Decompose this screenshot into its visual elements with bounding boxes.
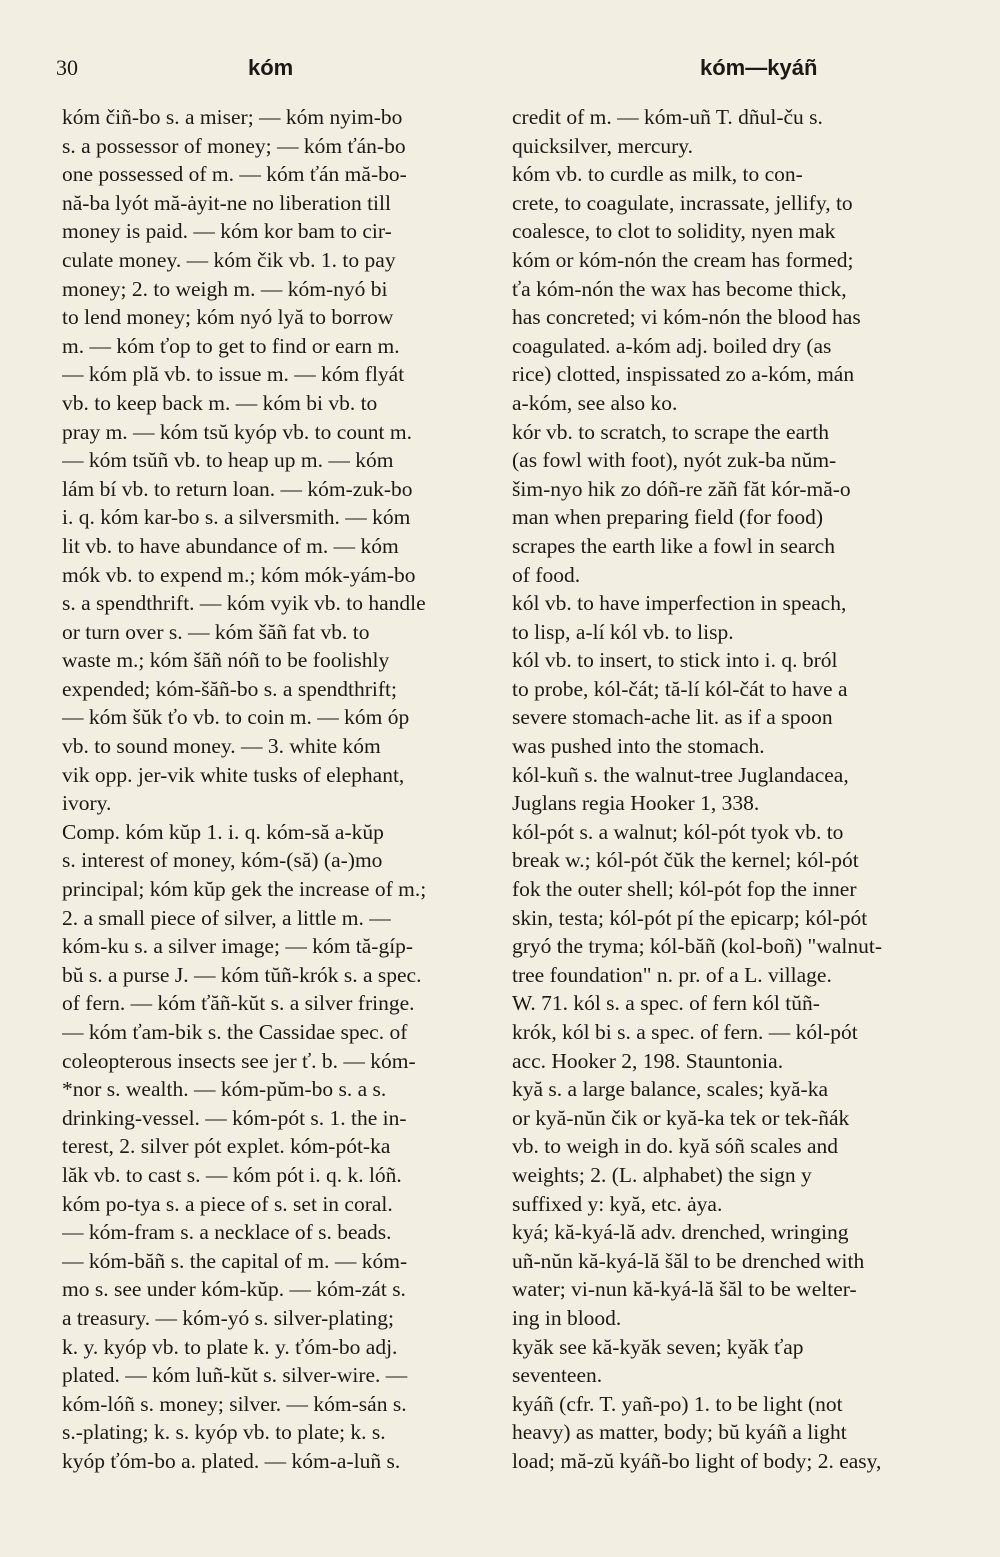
text-line: culate money. — kóm čik vb. 1. to pay (62, 247, 396, 272)
text-line: kól vb. to have imperfection in speach, (512, 591, 847, 616)
text-line: vb. to weigh in do. kyă sóñ scales and (512, 1134, 839, 1159)
text-line: scrapes the earth like a fowl in search (512, 533, 835, 558)
text-line: uñ-nŭn kă-kyá-lă šăl to be drenched with (512, 1248, 865, 1273)
text-line: kóm-lóñ s. money; silver. — kóm-sán s. (62, 1391, 407, 1416)
text-line: pray m. — kóm tsŭ kyóp vb. to count m. (62, 419, 412, 444)
text-line: break w.; kól-pót čŭk the kernel; kól-pót (512, 848, 859, 873)
text-line: W. 71. kól s. a spec. of fern kól tŭñ- (512, 991, 820, 1016)
text-line: quicksilver, mercury. (512, 133, 694, 158)
text-line: weights; 2. (L. alphabet) the sign y (512, 1162, 812, 1187)
text-line: man when preparing field (for food) (512, 505, 824, 530)
text-line: heavy) as matter, body; bŭ kyáñ a light (512, 1420, 847, 1445)
text-line: krók, kól bi s. a spec. of fern. — kól-pót (512, 1020, 858, 1044)
right-running-head: kóm—kyáñ (700, 55, 818, 80)
text-line: vb. to keep back m. — kóm bi vb. to (62, 390, 378, 415)
text-line: lám bí vb. to return loan. — kóm-zuk-bo (62, 476, 413, 501)
text-line: kyăk see kă-kyăk seven; kyăk ťap (512, 1334, 804, 1359)
text-line: Comp. kóm kŭp 1. i. q. kóm-să a-kŭp (62, 819, 384, 844)
text-line: — kóm plă vb. to issue m. — kóm flyát (62, 362, 405, 387)
text-line: of fern. — kóm ťăñ-kŭt s. a silver fringe. (62, 991, 415, 1016)
text-line: coalesce, to clot to solidity, nyen mak (512, 219, 836, 244)
text-line: mo s. see under kóm-kŭp. — kóm-zát s. (62, 1277, 406, 1302)
text-line: has concreted; vi kóm-nón the blood has (512, 305, 861, 330)
text-line: was pushed into the stomach. (512, 734, 765, 759)
text-line: plated. — kóm luñ-kŭt s. silver-wire. — (62, 1363, 408, 1388)
text-line: fok the outer shell; kól-pót fop the inner (512, 877, 857, 902)
text-line: to lend money; kóm nyó lyă to borrow (62, 305, 394, 330)
text-line: principal; kóm kŭp gek the increase of m.; (62, 877, 427, 902)
text-line: s.-plating; k. s. kyóp vb. to plate; k. s. (62, 1420, 386, 1445)
text-line: (as fowl with foot), nyót zuk-ba nŭm- (512, 448, 837, 473)
text-line: of food. (512, 562, 581, 587)
text-line: kyă s. a large balance, scales; kyă-ka (512, 1077, 828, 1102)
text-line: *nor s. wealth. — kóm-pŭm-bo s. a s. (62, 1077, 387, 1102)
text-line: k. y. kyóp vb. to plate k. y. ťóm-bo adj. (62, 1334, 398, 1359)
text-line: kór vb. to scratch, to scrape the earth (512, 419, 829, 444)
text-line: m. — kóm ťop to get to find or earn m. (62, 333, 400, 358)
text-line: — kóm šŭk ťo vb. to coin m. — kóm óp (62, 705, 410, 730)
text-line: kóm čiñ-bo s. a miser; — kóm nyim-bo (62, 105, 403, 129)
text-line: s. interest of money, kóm-(să) (a-)mo (62, 848, 383, 873)
text-line: crete, to coagulate, incrassate, jellify, to (512, 190, 853, 215)
text-line: load; mă-zŭ kyáñ-bo light of body; 2. easy, (512, 1448, 882, 1473)
text-line: šim-nyo hik zo dóñ-re zăñ făt kór-mă-o (512, 476, 851, 501)
text-line: water; vi-nun kă-kyá-lă šăl to be welter- (512, 1277, 857, 1302)
page-number: 30 (56, 55, 78, 80)
text-line: severe stomach-ache lit. as if a spoon (512, 705, 833, 730)
text-line: or kyă-nŭn čik or kyă-ka tek or tek-ñák (512, 1105, 850, 1130)
left-running-head: kóm (248, 55, 294, 80)
text-line: ťa kóm-nón the wax has become thick, (512, 276, 847, 301)
text-line: — kóm-fram s. a necklace of s. beads. (62, 1220, 392, 1245)
text-line: expended; kóm-šăñ-bo s. a spendthrift; (62, 676, 397, 701)
text-line: acc. Hooker 2, 198. Stauntonia. (512, 1048, 784, 1073)
text-line: coagulated. a-kóm adj. boiled dry (as (512, 333, 832, 358)
text-line: a-kóm, see also ko. (512, 390, 678, 415)
text-line: kól-kuñ s. the walnut-tree Juglandacea, (512, 762, 849, 787)
text-line: waste m.; kóm šăñ nóñ to be foolishly (62, 648, 390, 673)
text-line: kyóp ťóm-bo a. plated. — kóm-a-luñ s. (62, 1448, 401, 1473)
text-line: to probe, kól-čát; tă-lí kól-čát to have a (512, 676, 848, 701)
text-line: s. a possessor of money; — kóm ťán-bo (62, 133, 406, 158)
text-line: nă-ba lyót mă-ȧyit-ne no liberation till (62, 190, 391, 215)
text-line: tree foundation" n. pr. of a L. village. (512, 962, 832, 987)
text-line: terest, 2. silver pót explet. kóm-pót-ka (62, 1134, 391, 1159)
text-line: drinking-vessel. — kóm-pót s. 1. the in- (62, 1105, 407, 1130)
text-line: vb. to sound money. — 3. white kóm (62, 734, 381, 759)
text-line: seventeen. (512, 1363, 603, 1388)
text-line: vik opp. jer-vik white tusks of elephant, (62, 762, 405, 787)
text-line: — kóm ťam-bik s. the Cassidae spec. of (62, 1020, 408, 1044)
text-line: kóm-ku s. a silver image; — kóm tă-gíp- (62, 934, 414, 959)
text-line: kóm or kóm-nón the cream has formed; (512, 247, 854, 272)
text-line: kól vb. to insert, to stick into i. q. bról (512, 648, 838, 673)
text-line: one possessed of m. — kóm ťán mă-bo- (62, 162, 407, 187)
text-line: kóm vb. to curdle as milk, to con- (512, 162, 803, 187)
text-line: Juglans regia Hooker 1, 338. (512, 791, 760, 816)
text-line: bŭ s. a purse J. — kóm tŭñ-krók s. a spec. (62, 962, 422, 987)
page-header (56, 55, 940, 91)
text-line: mók vb. to expend m.; kóm mók-yám-bo (62, 562, 416, 587)
text-line: credit of m. — kóm-uñ T. dñul-ču s. (512, 105, 823, 129)
left-column (62, 103, 490, 1476)
text-line: to lisp, a-lí kól vb. to lisp. (512, 619, 734, 644)
text-line: coleopterous insects see jer ť. b. — kóm- (62, 1048, 416, 1073)
text-line: suffixed y: kyă, etc. ȧya. (512, 1191, 723, 1216)
text-line: — kóm tsŭñ vb. to heap up m. — kóm (62, 448, 394, 473)
text-line: i. q. kóm kar-bo s. a silversmith. — kóm (62, 505, 411, 530)
text-line: gryó the tryma; kól-băñ (kol-boñ) "walnut- (512, 934, 883, 959)
text-line: a treasury. — kóm-yó s. silver-plating; (62, 1305, 394, 1330)
text-line: rice) clotted, inspissated zo a-kóm, mán (512, 362, 855, 387)
text-line: kyáñ (cfr. T. yañ-po) 1. to be light (not (512, 1391, 843, 1416)
text-line: — kóm-băñ s. the capital of m. — kóm- (62, 1248, 408, 1273)
text-line: kyá; kă-kyá-lă adv. drenched, wringing (512, 1220, 849, 1245)
text-line: kól-pót s. a walnut; kól-pót tyok vb. to (512, 819, 844, 844)
text-line: money is paid. — kóm kor bam to cir- (62, 219, 392, 244)
text-line: 2. a small piece of silver, a little m. — (62, 905, 391, 930)
text-line: skin, testa; kól-pót pí the epicarp; kól-pót (512, 905, 868, 930)
text-line: s. a spendthrift. — kóm vyik vb. to handle (62, 591, 426, 616)
text-line: lăk vb. to cast s. — kóm pót i. q. k. lóñ. (62, 1162, 402, 1187)
text-line: money; 2. to weigh m. — kóm-nyó bi (62, 276, 388, 301)
text-line: kóm po-tya s. a piece of s. set in coral. (62, 1191, 393, 1216)
text-line: lit vb. to have abundance of m. — kóm (62, 533, 399, 558)
text-line: ivory. (62, 791, 112, 816)
right-column (512, 103, 940, 1476)
text-line: or turn over s. — kóm šăñ fat vb. to (62, 619, 370, 644)
text-line: ing in blood. (512, 1305, 622, 1330)
